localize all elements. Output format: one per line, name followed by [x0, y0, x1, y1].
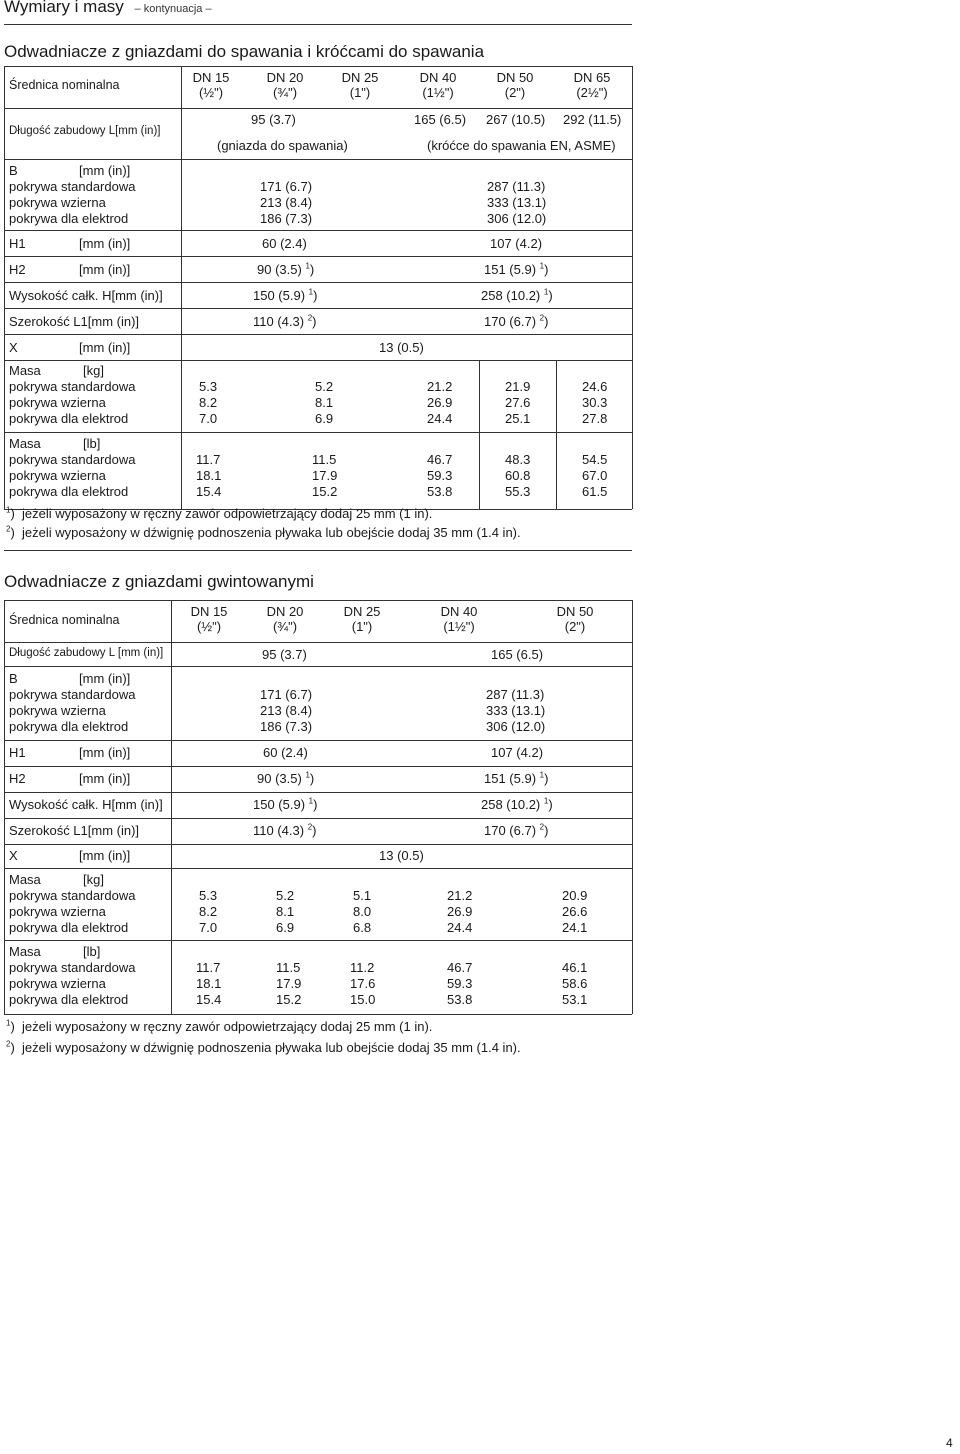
- h1-value: 60 (2.4): [263, 745, 308, 760]
- length-value: 165 (6.5): [491, 647, 544, 662]
- h1-value: 107 (4.2): [490, 236, 543, 251]
- nominal-label: Średnica nominalna: [9, 613, 120, 627]
- h2-value: 90 (3.5) $^1$): [257, 770, 315, 786]
- length-note: (gniazda do spawania): [217, 138, 348, 153]
- dn-header: DN 15 (½"): [190, 604, 228, 634]
- b-label: B [mm (in)]: [9, 671, 131, 686]
- length-value: 267 (10.5): [486, 112, 546, 127]
- footnote-2: $^2$) jeżeli wyposażony w dźwignię podnoszenia pływaka lub obejście dodaj 35 mm (1.4 in).: [6, 524, 521, 540]
- cover-labels: pokrywa standardowa pokrywa wzierna pokrywa dla elektrod: [9, 379, 136, 426]
- width-value: 170 (6.7) $^2$): [484, 822, 549, 838]
- dn-header: DN 40 (1½"): [419, 70, 457, 100]
- width-label: Szerokość L1[mm (in)]: [9, 314, 140, 329]
- x-label: X [mm (in)]: [9, 340, 131, 355]
- length-label: Długość zabudowy L[mm (in)]: [9, 125, 161, 137]
- mass-column: 46.7 59.3 53.8: [447, 960, 473, 1007]
- length-value: 292 (11.5): [563, 112, 622, 127]
- nominal-label: Średnica nominalna: [9, 78, 120, 92]
- height-label: Wysokość całk. H[mm (in)]: [9, 797, 163, 812]
- mass-column: 21.2 26.9 24.4: [427, 379, 453, 426]
- table1-title: Odwadniacze z gniazdami do spawania i króćcami do spawania: [4, 42, 485, 61]
- height-value: 150 (5.9) $^1$): [253, 796, 318, 812]
- b-values-right: 287 (11.3) 333 (13.1) 306 (12.0): [487, 179, 547, 226]
- mass-lb-label: Masa [lb]: [9, 436, 101, 451]
- mass-column: 5.2 8.1 6.9: [276, 888, 295, 935]
- h2-label: H2 [mm (in)]: [9, 771, 131, 786]
- page-subtitle: – kontynuacja –: [134, 3, 212, 15]
- cover-labels: pokrywa standardowa pokrywa wzierna pokrywa dla elektrod: [9, 452, 136, 499]
- mass-column: 21.9 27.6 25.1: [505, 379, 531, 426]
- h2-value: 90 (3.5) $^1$): [257, 261, 315, 277]
- width-value: 110 (4.3) $^2$): [253, 822, 317, 838]
- mass-column: 24.6 30.3 27.8: [582, 379, 608, 426]
- height-value: 258 (10.2) $^1$): [481, 287, 553, 303]
- mass-column: 48.3 60.8 55.3: [505, 452, 531, 499]
- mass-column: 21.2 26.9 24.4: [447, 888, 473, 935]
- table2-title: Odwadniacze z gniazdami gwintowanymi: [4, 572, 314, 591]
- height-value: 258 (10.2) $^1$): [481, 796, 553, 812]
- width-label: Szerokość L1[mm (in)]: [9, 823, 140, 838]
- dn-header: DN 15 (½"): [192, 70, 230, 100]
- mass-column: 46.1 58.6 53.1: [562, 960, 588, 1007]
- mass-column: 5.2 8.1 6.9: [315, 379, 334, 426]
- b-values-right: 287 (11.3) 333 (13.1) 306 (12.0): [486, 687, 546, 734]
- b-values-left: 171 (6.7) 213 (8.4) 186 (7.3): [260, 179, 313, 226]
- mass-column: 11.7 18.1 15.4: [196, 960, 222, 1007]
- mass-kg-label: Masa [kg]: [9, 363, 104, 378]
- mass-column: 11.7 18.1 15.4: [196, 452, 222, 499]
- length-value: 95 (3.7): [262, 647, 307, 662]
- h1-label: H1 [mm (in)]: [9, 236, 131, 251]
- page-number: 4: [946, 1436, 953, 1450]
- footnote-1: $^1$) jeżeli wyposażony w ręczny zawór odpowietrzający dodaj 25 mm (1 in).: [6, 1018, 433, 1034]
- dn-header: DN 50 (2"): [556, 604, 594, 634]
- h1-label: H1 [mm (in)]: [9, 745, 131, 760]
- mass-column: 46.7 59.3 53.8: [427, 452, 453, 499]
- x-label: X [mm (in)]: [9, 848, 131, 863]
- dn-header: DN 20 (¾"): [266, 604, 304, 634]
- dn-header: DN 65 (2½"): [573, 70, 611, 100]
- mass-column: 11.5 17.9 15.2: [276, 960, 302, 1007]
- dn-header: DN 40 (1½"): [440, 604, 478, 634]
- cover-labels: pokrywa standardowa pokrywa wzierna pokrywa dla elektrod: [9, 888, 136, 935]
- length-value: 95 (3.7): [251, 112, 296, 127]
- cover-labels: pokrywa standardowa pokrywa wzierna pokrywa dla elektrod: [9, 179, 136, 226]
- mass-column: 11.2 17.6 15.0: [350, 960, 376, 1007]
- h1-value: 60 (2.4): [262, 236, 307, 251]
- h2-value: 151 (5.9) $^1$): [484, 770, 549, 786]
- section-rule: [4, 550, 632, 551]
- h1-value: 107 (4.2): [491, 745, 544, 760]
- x-value: 13 (0.5): [379, 340, 424, 355]
- length-label: Długość zabudowy L [mm (in)]: [9, 647, 164, 659]
- mass-column: 11.5 17.9 15.2: [312, 452, 338, 499]
- mass-lb-label: Masa [lb]: [9, 944, 101, 959]
- dn-header: DN 20 (¾"): [266, 70, 304, 100]
- mass-column: 5.3 8.2 7.0: [199, 888, 218, 935]
- mass-column: 5.3 8.2 7.0: [199, 379, 218, 426]
- length-value: 165 (6.5): [414, 112, 467, 127]
- mass-column: 5.1 8.0 6.8: [353, 888, 372, 935]
- mass-column: 20.9 26.6 24.1: [562, 888, 588, 935]
- width-value: 170 (6.7) $^2$): [484, 313, 549, 329]
- cover-labels: pokrywa standardowa pokrywa wzierna pokrywa dla elektrod: [9, 687, 136, 734]
- mass-kg-label: Masa [kg]: [9, 872, 104, 887]
- h2-value: 151 (5.9) $^1$): [484, 261, 549, 277]
- dn-header: DN 25 (1"): [343, 604, 381, 634]
- page-title: [4, 0, 212, 17]
- length-note: (króćce do spawania EN, ASME): [427, 138, 616, 153]
- footnote-2: $^2$) jeżeli wyposażony w dźwignię podnoszenia pływaka lub obejście dodaj 35 mm (1.4 in).: [6, 1039, 521, 1055]
- dn-header: DN 25 (1"): [341, 70, 379, 100]
- height-label: Wysokość całk. H[mm (in)]: [9, 288, 163, 303]
- dn-header: DN 50 (2"): [496, 70, 534, 100]
- page-title-text: Wymiary i masy: [4, 0, 124, 16]
- width-value: 110 (4.3) $^2$): [253, 313, 317, 329]
- header-rule: [4, 24, 632, 25]
- x-value: 13 (0.5): [379, 848, 424, 863]
- b-label: B [mm (in)]: [9, 163, 131, 178]
- height-value: 150 (5.9) $^1$): [253, 287, 318, 303]
- footnote-1: $^1$) jeżeli wyposażony w ręczny zawór odpowietrzający dodaj 25 mm (1 in).: [6, 505, 433, 521]
- mass-column: 54.5 67.0 61.5: [582, 452, 608, 499]
- h2-label: H2 [mm (in)]: [9, 262, 131, 277]
- cover-labels: pokrywa standardowa pokrywa wzierna pokrywa dla elektrod: [9, 960, 136, 1007]
- b-values-left: 171 (6.7) 213 (8.4) 186 (7.3): [260, 687, 313, 734]
